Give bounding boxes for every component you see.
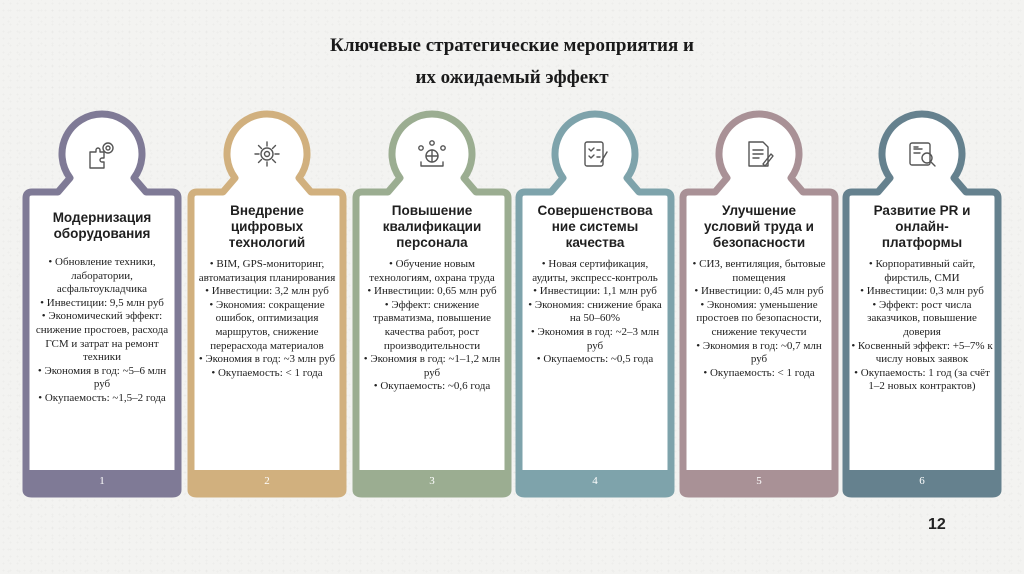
icon-badge bbox=[237, 124, 297, 184]
card-heading bbox=[362, 203, 502, 251]
card-detail-item: • Экономия в год: ~3 млн руб bbox=[198, 353, 336, 366]
analytics-magnifier-icon bbox=[906, 138, 938, 170]
card-heading-line: технологий bbox=[228, 235, 306, 250]
strategy-card-5 bbox=[679, 110, 839, 496]
card-heading-line: Внедрение bbox=[230, 203, 304, 218]
card-details bbox=[195, 258, 339, 380]
card-detail-item: • Экономия: сокращение ошибок, оптимизация маршрутов, снижение перерасхода материалов bbox=[209, 298, 325, 352]
card-heading bbox=[197, 203, 337, 251]
icon-badge bbox=[565, 124, 625, 184]
card-heading-line: Повышение bbox=[391, 203, 473, 218]
strategy-card-2 bbox=[187, 110, 347, 496]
card-detail-item: • Эффект: рост числа заказчиков, повышение доверия bbox=[867, 298, 977, 338]
card-detail-item: • Экономия в год: ~1–1,2 млн руб bbox=[363, 353, 501, 379]
card-detail-item: • Экономический эффект: снижение простоев, расхода ГСМ и затрат на ремонт техники bbox=[35, 310, 169, 364]
card-detail-item: • Инвестиции: 0,45 млн руб bbox=[694, 285, 824, 298]
card-detail-item: • Окупаемость: < 1 года bbox=[703, 366, 815, 379]
card-heading bbox=[32, 210, 172, 242]
card-detail-item: • BIM, GPS-мониторинг, автоматизация планирования bbox=[198, 258, 336, 284]
card-heading-line: ние системы bbox=[551, 219, 639, 234]
strategy-card-4 bbox=[515, 110, 675, 496]
card-heading-line: Улучшение bbox=[721, 203, 796, 218]
card-detail-item: • Косвенный эффект: +5–7% к числу новых заявок bbox=[851, 339, 993, 366]
card-heading-line: персонала bbox=[396, 235, 468, 250]
puzzle-gears-icon bbox=[86, 138, 118, 170]
card-detail-item: • Обучение новым технологиям, охрана труда bbox=[369, 258, 495, 284]
card-detail-item: • Инвестиции: 0,65 млн руб bbox=[367, 285, 497, 298]
card-heading bbox=[525, 203, 665, 251]
card-details bbox=[687, 258, 831, 380]
card-detail-item: • Корпоративный сайт, фирстиль, СМИ bbox=[868, 258, 976, 284]
card-heading-line: качества bbox=[565, 235, 625, 250]
team-network-icon bbox=[416, 138, 448, 170]
card-details bbox=[30, 256, 174, 406]
card-detail-item: • Окупаемость: < 1 года bbox=[211, 366, 323, 379]
card-heading-line: квалификации bbox=[382, 219, 482, 234]
page-number: 12 bbox=[928, 516, 946, 533]
card-detail-item: • Окупаемость: 1 год (за счёт 1–2 новых контрактов) bbox=[854, 366, 990, 393]
strategy-card-3 bbox=[352, 110, 512, 496]
card-heading-line: условий труда и bbox=[704, 219, 814, 234]
card-detail-item: • Окупаемость: ~0,6 года bbox=[373, 380, 491, 393]
card-heading-line: Модернизация bbox=[52, 210, 152, 225]
strategy-card-1 bbox=[22, 110, 182, 496]
card-detail-item: • Инвестиции: 3,2 млн руб bbox=[205, 285, 329, 298]
card-number: 2 bbox=[264, 475, 270, 487]
card-heading bbox=[852, 203, 992, 251]
card-details bbox=[850, 258, 994, 394]
card-detail-item: • Инвестиции: 1,1 млн руб bbox=[533, 285, 657, 298]
card-heading-line: онлайн- bbox=[895, 219, 949, 234]
icon-badge bbox=[72, 124, 132, 184]
card-number: 1 bbox=[99, 475, 105, 487]
title-line-2: их ожидаемый эффект bbox=[415, 67, 609, 88]
card-detail-item: • Экономия: уменьшение простоев по безопасности, снижение текучести bbox=[696, 298, 822, 338]
title-line-1: Ключевые стратегические мероприятия и bbox=[330, 35, 694, 56]
card-detail-item: • Инвестиции: 9,5 млн руб bbox=[40, 296, 164, 309]
card-detail-item: • Новая сертификация, аудиты, экспресс-контроль bbox=[532, 258, 658, 284]
icon-badge bbox=[892, 124, 952, 184]
card-detail-item: • Окупаемость: ~0,5 года bbox=[536, 353, 654, 366]
card-detail-item: • Окупаемость: ~1,5–2 года bbox=[38, 391, 166, 404]
card-detail-item: • Инвестиции: 0,3 млн руб bbox=[860, 285, 984, 298]
card-detail-item: • Экономия в год: ~2–3 млн руб bbox=[530, 325, 660, 352]
card-detail-item: • Экономия в год: ~5–6 млн руб bbox=[37, 364, 167, 391]
card-heading-line: платформы bbox=[881, 235, 963, 250]
card-heading-line: цифровых bbox=[230, 219, 304, 234]
card-heading-line: Развитие PR и bbox=[873, 203, 971, 218]
checklist-icon bbox=[579, 138, 611, 170]
card-heading-line: Совершенствова bbox=[537, 203, 653, 218]
card-detail-item: • Экономия в год: ~0,7 млн руб bbox=[696, 339, 822, 366]
icon-badge bbox=[402, 124, 462, 184]
card-detail-item: • Эффект: снижение травматизма, повышение качества работ, рост производительности bbox=[373, 298, 491, 352]
card-details bbox=[523, 258, 667, 367]
card-number: 3 bbox=[429, 475, 435, 487]
card-detail-item: • Экономия: снижение брака на 50–60% bbox=[528, 298, 662, 325]
card-heading-line: оборудования bbox=[53, 226, 151, 241]
card-heading bbox=[689, 203, 829, 251]
card-number: 5 bbox=[756, 475, 762, 487]
card-details bbox=[360, 258, 504, 394]
digital-gear-icon bbox=[251, 138, 283, 170]
document-pen-icon bbox=[743, 138, 775, 170]
card-number: 6 bbox=[919, 475, 925, 487]
icon-badge bbox=[729, 124, 789, 184]
card-detail-item: • СИЗ, вентиляция, бытовые помещения bbox=[692, 258, 826, 284]
slide-title bbox=[0, 30, 1024, 94]
card-heading-line: безопасности bbox=[712, 235, 806, 250]
card-number: 4 bbox=[592, 475, 598, 487]
strategy-card-6 bbox=[842, 110, 1002, 496]
card-detail-item: • Обновление техники, лаборатории, асфальтоукладчика bbox=[48, 256, 156, 296]
